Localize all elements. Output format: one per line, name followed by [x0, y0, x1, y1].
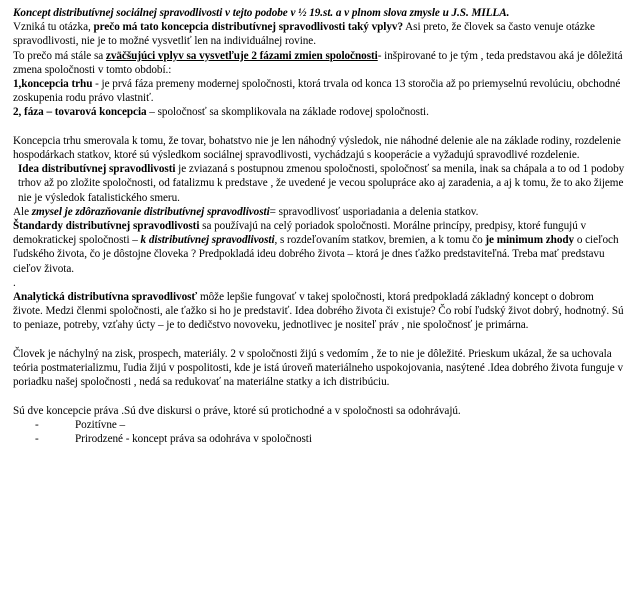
- list-dash: -: [35, 418, 39, 431]
- list-item: [13, 418, 625, 432]
- paragraph-phase-two: [13, 105, 625, 119]
- paragraph-market-concept: Koncepcia trhu smerovala k tomu, že tovar, bohatstvo nie je len náhodný výsledok, nie náhodné delenie ale na základe rodiny, rozdelenie hospodárkach statkov, ktoré sú výsledkom sociálnej spravodlivosti, vychádzajú s kooperácie a vyžadujú spravodlivé rozdelenie.: [13, 134, 621, 162]
- paragraph-meaning: [13, 205, 625, 219]
- text-run: Asi preto, že človek sa často venuje otázke spravodlivosti, nie je to možné vysvetliť len na individuálnej rovine.: [13, 21, 595, 48]
- text-run: , s rozdeľovaním statkov, bremien, a k tomu čo: [274, 234, 486, 247]
- text-run-bold: je minimum zhody: [485, 234, 575, 247]
- text-run: Vzniká tu otázka,: [13, 21, 94, 34]
- list-dash: -: [35, 433, 39, 446]
- text-run-bold: Štandardy distributívnej spravodlivosti: [13, 220, 200, 233]
- paragraph-standards: [13, 219, 625, 276]
- law-concepts-list: [13, 418, 625, 446]
- paragraph-human-gain: Človek je náchylný na zisk, prospech, materiály. 2 v spoločnosti žijú s vedomím , že to nie je dôležité. Prieskum ukázal, že sa uchovala teória postmaterializmu, ľudia žijú v pospolitosti, kde je istá úroveň materiálneho uspokojovania, nasýtené .Idea dobrého života funguje v poriadku našej spoločnosti , nedá sa redukovať na materiálne statky a ich distribúciu.: [13, 347, 623, 389]
- list-item-text: Pozitívne –: [75, 418, 126, 431]
- text-run-bold: prečo má tato koncepcia distributívnej spravodlivosti taký vplyv?: [93, 21, 403, 34]
- text-run: - je prvá fáza premeny modernej spoločnosti, ktorá trvala od konca 13 storočia až po priemyselnú revolúciu, obchodné zoskupenia rodu právo vlastniť.: [13, 78, 621, 105]
- text-run: o cieľoch ľudského života, čo je dôstojne človeka ? Predpokladá ideu dobrého života – ktorá je dnes ťažko predstaviteľná. Treba mať predstavu cieľov života.: [13, 234, 619, 275]
- text-run: môže lepšie fungovať v takej spoločnosti, ktorá predpokladá základný koncept o dobrom živote. Medzi členmi spoločnosti, ale ťažko si ho je predstaviť. Idea dobrého života či existuje? Čo robí ľudský život dobrý, hodnotný. Sú to peniaze, potreby, vzťahy úcty – je to dedičstvo novoveku, jednotlivec je nositeľ práv , nie spoločnosť je primárna.: [13, 291, 624, 332]
- paragraph-phase-one: [13, 77, 625, 105]
- blank-line: [13, 389, 625, 403]
- text-run: = spravodlivosť usporiadania a delenia statkov.: [269, 205, 479, 218]
- text-run: - inšpirované to je tým , teda predstavou aká je dôležitá zmena spoločnosti v tomto období.:: [13, 49, 623, 76]
- document-title: Koncept distributívnej sociálnej spravodlivosti v tejto podobe v ½ 19.st. a v plnom slova zmysle u J.S. MILLA.: [13, 7, 510, 19]
- blank-line: [13, 333, 625, 347]
- text-run-bold-italic: k distributívnej spravodlivosti: [140, 234, 275, 247]
- blank-line: [13, 120, 625, 134]
- text-run: sa používajú na celý poriadok spoločnosti. Morálne princípy, predpisy, ktoré fungujú v demokratickej spoločnosti –: [13, 220, 587, 247]
- stray-period: .: [13, 276, 16, 289]
- text-run-bold-underlined: zväčšujúci vplyv sa vysvetľuje 2 fázami zmien spoločnosti: [105, 49, 378, 62]
- paragraph-two-concepts-of-law: Sú dve koncepcie práva .Sú dve diskursi o práve, ktoré sú protichodné a v spoločnosti sa odohrávajú.: [13, 404, 461, 417]
- paragraph-distributive-idea: [13, 162, 625, 205]
- text-run: To prečo má stále sa: [13, 49, 106, 62]
- list-item: [13, 432, 625, 446]
- text-run: je zviazaná s postupnou zmenou spoločnosti, spoločnosť sa menila, inak sa chápala a to od 1 podoby trhov až po zložite spoločnosti, od fatalizmu k predstave , že uvedené je vecou spolupráce ako aj zaradenia, a aj k tomu, že to ako žijeme nie je výsledok fatalistického smeru.: [18, 163, 625, 204]
- text-run: Ale: [13, 205, 32, 218]
- text-run-bold: Idea distributívnej spravodlivosti: [18, 163, 176, 176]
- text-run-bold: 2, fáza – tovarová koncepcia: [13, 106, 147, 119]
- list-item-text: Prirodzené - koncept práva sa odohráva v spoločnosti: [75, 433, 312, 446]
- paragraph-two-phases: [13, 49, 625, 77]
- text-run-bold-italic: zmysel je zdôrazňovanie distributívnej spravodlivosti: [31, 205, 270, 218]
- text-run-bold: Analytická distributívna spravodlivosť: [13, 291, 198, 304]
- text-run: – spoločnosť sa skomplikovala na základe rodovej spoločnosti.: [146, 106, 429, 119]
- paragraph-analytical: [13, 290, 625, 333]
- document-page: [13, 6, 625, 446]
- paragraph-question: [13, 20, 625, 48]
- text-run-bold: 1,koncepcia trhu: [13, 78, 93, 91]
